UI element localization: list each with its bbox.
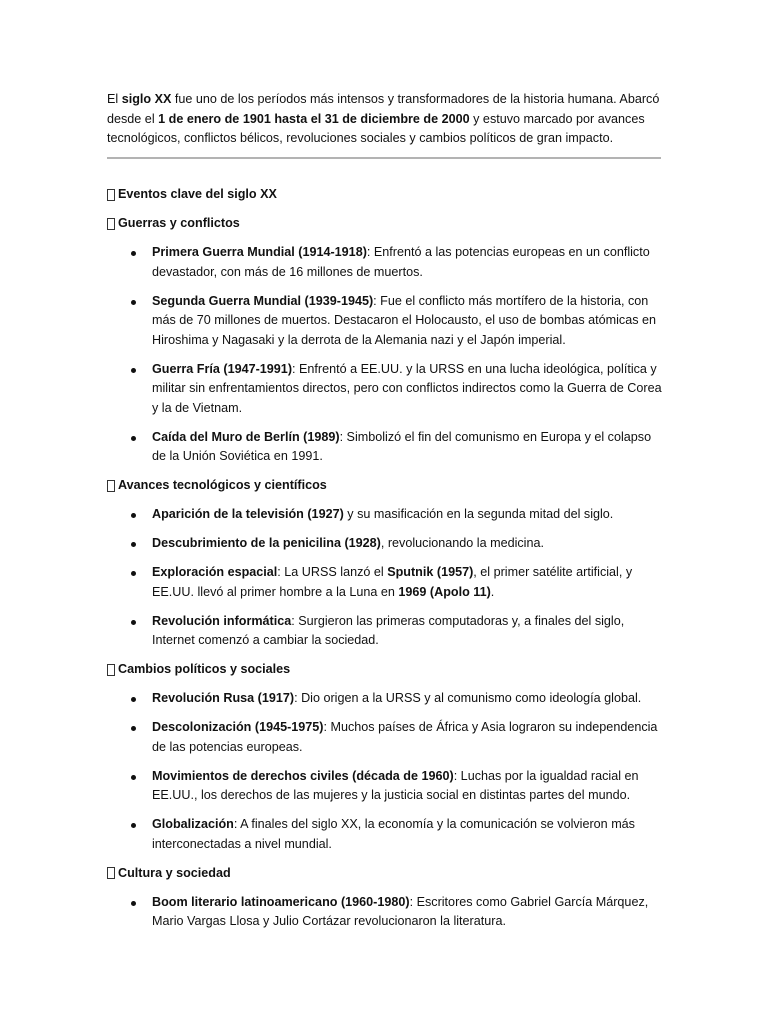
bullet-icon: [131, 620, 136, 625]
section-heading-text: Guerras y conflictos: [118, 216, 240, 230]
bullet-icon: [131, 775, 136, 780]
missing-glyph-icon: [107, 480, 115, 492]
bullet-icon: [131, 823, 136, 828]
section-heading-text: Cambios políticos y sociales: [118, 662, 291, 676]
item-text: : Simbolizó el fin del comunismo en Europa y el colapso de la Unión Soviética en 1991.: [152, 429, 652, 463]
bullet-icon: [131, 251, 136, 256]
bullet-list: [107, 505, 663, 651]
section-heading: [107, 214, 663, 234]
item-title: Caída del Muro de Berlín (1989): [152, 429, 340, 444]
intro-bold-1: siglo XX: [121, 92, 172, 106]
section-heading: [107, 660, 663, 680]
bullet-icon: [131, 697, 136, 702]
item-title: Descolonización (1945-1975): [152, 720, 324, 734]
bullet-icon: [131, 571, 136, 576]
missing-glyph-icon: [107, 189, 115, 201]
item-text: : Enfrentó a las potencias europeas en un conflicto devastador, con más de 16 millones de muertos.: [152, 245, 650, 279]
missing-glyph-icon: [107, 867, 115, 879]
list-item: [107, 360, 663, 419]
bullet-icon: [131, 300, 136, 305]
horizontal-divider: [107, 157, 661, 159]
section-heading-text: Avances tecnológicos y científicos: [118, 478, 327, 492]
item-text: : Dio origen a la URSS y al comunismo como ideología global.: [294, 691, 642, 705]
list-item: [107, 534, 663, 554]
section-heading: [107, 476, 663, 496]
missing-glyph-icon: [107, 664, 115, 676]
bullet-icon: [131, 368, 136, 373]
item-emphasis: 1969 (Apolo 11): [398, 584, 491, 599]
bullet-icon: [131, 436, 136, 441]
item-title: Primera Guerra Mundial (1914-1918): [152, 245, 367, 259]
item-text: , el primer satélite artificial, y EE.UU. llevó al primer hombre a la Luna en: [152, 565, 633, 599]
item-text: : Surgieron las primeras computadoras y, a finales del siglo, Internet comenzó a cambiar la sociedad.: [152, 613, 625, 647]
item-title: Segunda Guerra Mundial (1939-1945): [152, 293, 374, 308]
item-emphasis: Sputnik (1957): [387, 565, 474, 579]
bullet-icon: [131, 542, 136, 547]
intro-text-1: El: [107, 92, 122, 106]
item-title: Movimientos de derechos civiles (década de 1960): [152, 768, 454, 783]
item-title: Descubrimiento de la penicilina (1928): [152, 536, 381, 550]
list-item: [107, 428, 663, 467]
item-text: : Luchas por la igualdad racial en EE.UU., los derechos de las mujeres y la justicia social en distintas partes del mundo.: [152, 768, 639, 802]
item-title: Revolución informática: [152, 613, 292, 628]
bullet-list: [107, 893, 663, 932]
bullet-icon: [131, 901, 136, 906]
list-item: [107, 292, 663, 351]
section-heading: [107, 864, 663, 884]
intro-text-3: y estuvo marcado por avances tecnológicos, conflictos bélicos, revoluciones sociales y cambios políticos de gran impacto.: [107, 111, 645, 145]
list-item: [107, 505, 663, 525]
item-title: Aparición de la televisión (1927): [152, 507, 344, 521]
item-text: .: [490, 584, 495, 599]
item-text: : Fue el conflicto más mortífero de la historia, con más de 70 millones de muertos. Destacaron el Holocausto, el uso de bombas atómicas en Hiroshima y Nagasaki y la derrota de la Alemania nazi y el Japón imperial.: [152, 293, 657, 347]
bullet-list: [107, 689, 663, 854]
intro-text-2: fue uno de los períodos más intensos y transformadores de la historia humana. Abarcó desde el: [107, 92, 660, 126]
list-item: [107, 689, 663, 709]
list-item: [107, 563, 663, 602]
intro-bold-2: 1 de enero de 1901 hasta el 31 de diciembre de 2000: [158, 111, 470, 126]
item-title: Exploración espacial: [152, 565, 278, 579]
item-title: Guerra Fría (1947-1991): [152, 361, 293, 376]
section-heading-text: Cultura y sociedad: [118, 865, 231, 880]
list-item: [107, 815, 663, 854]
document-content: [107, 185, 663, 941]
bullet-icon: [131, 513, 136, 518]
item-text: y su masificación en la segunda mitad del siglo.: [343, 507, 614, 521]
item-title: Revolución Rusa (1917): [152, 691, 295, 705]
list-item: [107, 612, 663, 651]
main-heading-text: Eventos clave del siglo XX: [118, 187, 277, 201]
intro-paragraph: [107, 90, 663, 149]
item-title: Globalización: [152, 817, 234, 831]
list-item: [107, 893, 663, 932]
item-text: : Muchos países de África y Asia lograron su independencia de las potencias europeas.: [152, 720, 658, 754]
list-item: [107, 243, 663, 282]
bullet-icon: [131, 726, 136, 731]
item-text: , revolucionando la medicina.: [380, 536, 544, 550]
main-heading: [107, 185, 663, 205]
item-text: : Escritores como Gabriel García Márquez, Mario Vargas Llosa y Julio Cortázar revolucionaron la literatura.: [152, 894, 649, 928]
item-text: : Enfrentó a EE.UU. y la URSS en una lucha ideológica, política y militar sin enfrentamientos directos, pero con conflictos indirectos como la Guerra de Corea y la de Vietnam.: [152, 361, 662, 415]
bullet-list: [107, 243, 663, 467]
item-text: : A finales del siglo XX, la economía y la comunicación se volvieron más interconectadas a nivel mundial.: [152, 817, 635, 851]
item-title: Boom literario latinoamericano (1960-1980): [152, 894, 410, 909]
item-text: : La URSS lanzó el: [277, 565, 388, 579]
list-item: [107, 767, 663, 806]
missing-glyph-icon: [107, 218, 115, 230]
list-item: [107, 718, 663, 757]
